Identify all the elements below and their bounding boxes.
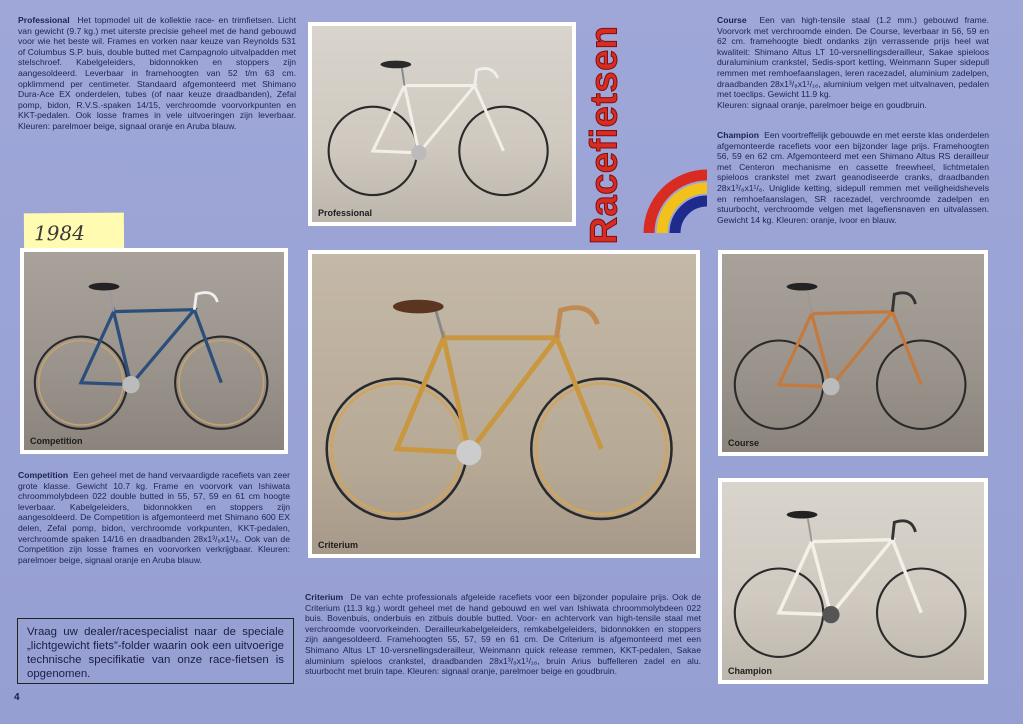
competition-heading: Competition [18,470,69,480]
champion-text: Een voortreffelijk gebouwde en met eerste klas onderdelen afgemonteerde racefiets voor een bijzonder lage prijs. Framehoogten 56, 59 en 62 cm. Afgemonteerd met een Shimano Altus RS derailleur met Centeron mechanisme en cassette freewheel, lichtmetalen spieloos crankstel met zwart geanodiseerde cranks, draadbanden 28x1³/₈x1¹/₈. Uniglide ketting, sidepull remmen met veiligheidshevels en remhoefaanslagen, SR racezadel, verchroomde zadelpen en stuurbocht, verchroomde velgen met lagefiensnaven en uitvalassen. Gewicht 14 kg. Kleuren: oranje, ivoor en blauw. [717,130,989,225]
sticky-note-year: 1984 [33,220,85,246]
professional-caption: Professional [318,208,373,218]
criterium-description [305,592,701,677]
criterium-photo [308,250,700,558]
competition-photo [20,248,288,454]
competition-caption: Competition [30,436,83,446]
professional-photo [308,22,576,226]
champion-heading: Champion [717,130,760,140]
champion-photo [718,478,988,684]
competition-text: Een geheel met de hand vervaardigde racefiets van zeer grote klasse. Gewicht 10.7 kg. Frame en voorvork van Ishiwata chroommolybdeen 022 double butted in 55, 57, 59 en 61 cm hoogte leverbaar. Kabelgeleiders, bidonnokken en stoppers zijn aangesoldeerd. De Competition is afgemonteerd met Shimano 600 EX delen, Zefal pomp, bidon, verchroomde vorkpunten, KKT-pedalen, verchroomde spaken 14/16 en draadbanden 28x1³/₈x1¹/₈. Ook van de Competition zijn losse frames en voorvorken verkrijgbaar. Kleuren: parelmoer beige, signaal oranje en Aruba blauw. [18,470,291,565]
course-colors: Kleuren: signaal oranje, parelmoer beige en goudbruin. [717,99,927,110]
champion-description [717,130,989,225]
dealer-info-box [17,618,294,684]
professional-description [18,15,296,132]
course-caption: Course [728,438,760,448]
professional-bike-illustration [312,26,572,222]
professional-heading: Professional [18,15,70,25]
champion-bike-illustration [722,482,984,680]
course-text: Een van high-tensile staal (1.2 mm.) gebouwd frame. Voorvork met verchroomde einden. De Course, leverbaar in 56, 59 en 62 cm. framehoogte biedt ondanks zijn verrassende prijs heel wat kwaliteit: Shimano Altus LT 10-versnellingsderailleur, Sakae spieloos duraluminium crankstel, Sedis-sport ketting, Weinmann Super sidepull remmen met remhoefaanslagen, leren racezadel, aluminium zadelpen, draadbanden 28x1³/₈x1¹/₁₆, aluminium velgen met uitvalnaven, pedalen met toeclips. Gewicht 11.9 kg. [717,15,990,100]
criterium-caption: Criterium [318,540,359,550]
page-title-text: Racefietsen [583,25,626,245]
criterium-text: De van echte professionals afgeleide racefiets voor een bijzonder populaire prijs. Ook de Criterium (11.3 kg.) wordt geheel met de hand gebouwd en wel van Ishiwata chroommolybdeen 022 buis. Bovenbuis, onderbuis en zitbuis double butted. Voor- en achtervork van high-tensile staal met verchroomde voorvorkeinden. Derailleurkabelgeleiders, remkabelgeleiders, bidonnokken en stoppers zijn aangesoldeerd. Framehoogten 55, 57, 59 en 61 cm. De Criterium is afgemonteerd met een Shimano Altus LT 10-versnellingsderailleur, Weinmann quick release remmen, KKT-pedalen, Sakae aluminium spieloos crankstel, draadbanden 28x1³/₈x1¹/₁₆, bruin Arius buffelleren zadel en alu. stuurbocht met bruin tape. [305,592,701,677]
champion-caption: Champion [728,666,772,676]
competition-description [18,470,290,565]
competition-bike-illustration [24,252,284,450]
course-description [717,15,989,110]
page-title [580,25,630,245]
page-number: 4 [14,692,20,703]
criterium-heading: Criterium [305,592,344,602]
course-heading: Course [717,15,747,25]
dealer-info-text: Vraag uw dealer/racespecialist naar de speciale „lichtgewicht fiets”-folder waarin ook een uitvoerige technische specifikatie van onze race-fietsen is opgenomen. [27,626,284,680]
professional-text: Het topmodel uit de kollektie race- en trimfietsen. Licht van gewicht (9.7 kg.) met uiterste precisie geheel met de hand gebouwd voor wie het beste wil. Frames en vorken naar keuze van Reynolds 531 of Columbus S.P. buis, double butted met Campagnolo uitvalpadden met stelschroef. Kabelgeleiders, bidonnokken en stoppers zijn aangesoldeerd. Leverbaar in framehoogten van 52 t/m 63 cm. opklimmend per centimeter. Standaard afgemonteerd met Shimano Dura-Ace EX onderdelen, tubes (of naar keuze draadbanden), Zefal pomp, bidon, R.V.S.-spaken 14/15, verchroomde voorvorkpunten en KKT-pedalen. Ook losse frames in vele uitvoeringen zijn leverbaar. Kleuren: parelmoer beige, signaal oranje en Aruba blauw. [18,15,297,131]
criterium-colors: Kleuren: signaal oranje, parelmoer beige en goudbruin. [407,666,617,677]
course-photo [718,250,988,456]
criterium-bike-illustration [312,254,696,554]
rainbow-logo [641,155,711,235]
course-bike-illustration [722,254,984,452]
